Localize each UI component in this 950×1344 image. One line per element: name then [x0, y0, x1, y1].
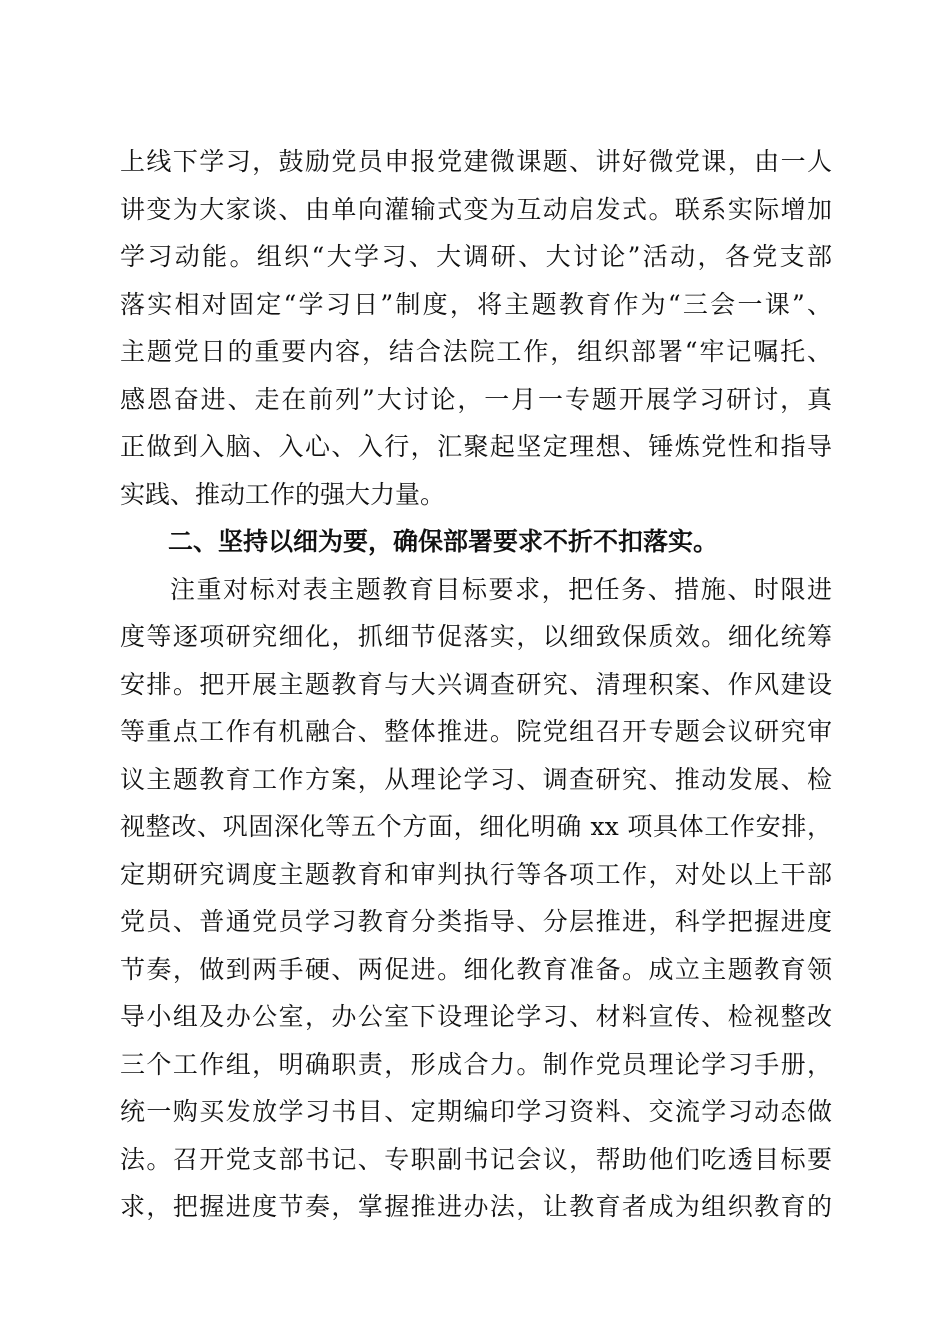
text-line: 党员、普通党员学习教育分类指导、分层推进，科学把握进度 — [120, 907, 832, 936]
text-line: 统一购买发放学习书目、定期编印学习资料、交流学习动态做 — [120, 1097, 832, 1126]
text-line: 等重点工作有机融合、整体推进。院党组召开专题会议研究审 — [120, 717, 832, 746]
text-line: 定期研究调度主题教育和审判执行等各项工作，对处以上干部 — [120, 859, 832, 889]
text-line: 度等逐项研究细化，抓细节促落实，以细致保质效。细化统筹 — [120, 622, 832, 651]
text-line: 法。召开党支部书记、专职副书记会议，帮助他们吃透目标要 — [120, 1144, 832, 1174]
text-line: 感恩奋进、走在前列”大讨论，一月一专题开展学习研讨，真 — [120, 384, 832, 414]
paragraph — [120, 566, 832, 1231]
text-line: 导小组及办公室，办公室下设理论学习、材料宣传、检视整改 — [120, 1002, 832, 1031]
document-body — [120, 138, 832, 1231]
section-heading: 二、坚持以细为要，确保部署要求不折不扣落实。 — [168, 527, 719, 556]
text-line: 主题党日的重要内容，结合法院工作，组织部署“牢记嘱托、 — [120, 337, 832, 366]
text-line: 学习动能。组织“大学习、大调研、大讨论”活动，各党支部 — [120, 242, 832, 271]
text-line: 求，把握进度节奏，掌握推进办法，让教育者成为组织教育的 — [120, 1192, 832, 1221]
text-line: 上线下学习，鼓励党员申报党建微课题、讲好微党课，由一人 — [120, 147, 832, 176]
text-line: 安排。把开展主题教育与大兴调查研究、清理积案、作风建设 — [120, 669, 832, 699]
text-line: 正做到入脑、入心、入行，汇聚起坚定理想、锤炼党性和指导 — [120, 432, 832, 461]
text-line: 三个工作组，明确职责，形成合力。制作党员理论学习手册， — [120, 1049, 832, 1079]
text-line: 议主题教育工作方案，从理论学习、调查研究、推动发展、检 — [120, 764, 832, 794]
paragraph — [120, 138, 832, 518]
text-line: 讲变为大家谈、由单向灌输式变为互动启发式。联系实际增加 — [120, 194, 832, 224]
text-line: 实践、推动工作的强大力量。 — [120, 479, 446, 509]
text-line: 节奏，做到两手硬、两促进。细化教育准备。成立主题教育领 — [120, 954, 832, 984]
text-line: 注重对标对表主题教育目标要求，把任务、措施、时限进 — [170, 574, 832, 604]
text-line: 视整改、巩固深化等五个方面，细化明确 xx 项具体工作安排， — [120, 812, 832, 841]
text-line: 落实相对固定“学习日”制度，将主题教育作为“三会一课”、 — [120, 289, 832, 319]
